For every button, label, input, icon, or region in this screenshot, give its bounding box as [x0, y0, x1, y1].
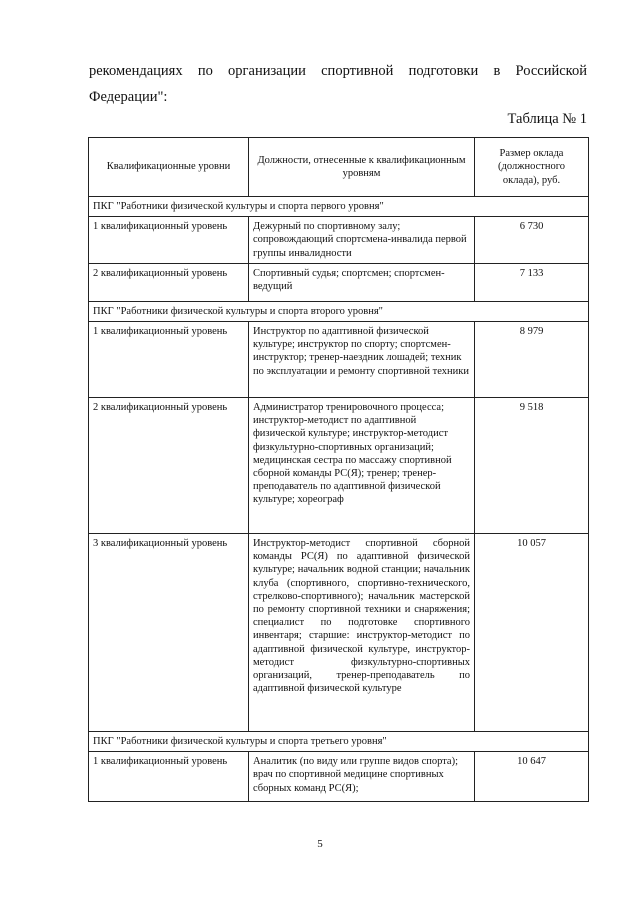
group-title: ПКГ "Работники физической культуры и спорта третьего уровня": [89, 732, 589, 752]
level-cell: 1 квалификационный уровень: [89, 217, 249, 264]
table-row: [89, 322, 589, 398]
header-salary: Размер оклада (должностного оклада), руб.: [475, 138, 589, 197]
table-row: [89, 263, 589, 301]
positions-cell: Спортивный судья; спортсмен; спортсмен-ведущий: [249, 263, 475, 301]
positions-cell: Инструктор по адаптивной физической культуре; инструктор по спорту; спортсмен-инструктор; тренер-наездник лошадей; техник по эксплуатации и ремонту спортивной техники: [249, 322, 475, 398]
salary-cell: 9 518: [475, 398, 589, 534]
table-row: [89, 398, 589, 534]
header-levels: Квалификационные уровни: [89, 138, 249, 197]
group-row: [89, 197, 589, 217]
intro-paragraph: рекомендациях по организации спортивной подготовки в Российской Федерации":: [89, 63, 587, 105]
group-title: ПКГ "Работники физической культуры и спорта первого уровня": [89, 197, 589, 217]
level-cell: 1 квалификационный уровень: [89, 322, 249, 398]
group-title: ПКГ "Работники физической культуры и спорта второго уровня": [89, 301, 589, 321]
salary-cell: 7 133: [475, 263, 589, 301]
positions-cell: Инструктор-методист спортивной сборной команды РС(Я) по адаптивной физической культуре; начальник водной станции; начальник клуба (спортивного, спортивно-технического, стрелково-спортивного); начальник мастерской по ремонту спортивной техники и снаряжения; специалист по подготовке спортивного инвентаря; старшие: инструктор-методист по адаптивной физической культуре, инструктор-методист физкультурно-спортивных организаций, тренер-преподаватель по адаптивной физической культуре: [249, 534, 475, 732]
salary-cell: 6 730: [475, 217, 589, 264]
level-cell: 3 квалификационный уровень: [89, 534, 249, 732]
salary-table: [88, 137, 589, 802]
positions-cell: Администратор тренировочного процесса; инструктор-методист по адаптивной физической культуре; инструктор-методист физкультурно-спортивных организаций; медицинская сестра по массажу спортивной сборной команды РС(Я); тренер; тренер-преподаватель по адаптивной физической культуре; хореограф: [249, 398, 475, 534]
group-row: [89, 301, 589, 321]
header-positions: Должности, отнесенные к квалификационным уровням: [249, 138, 475, 197]
level-cell: 2 квалификационный уровень: [89, 398, 249, 534]
table-row: [89, 752, 589, 802]
salary-cell: 10 057: [475, 534, 589, 732]
group-row: [89, 732, 589, 752]
positions-cell: Дежурный по спортивному залу; сопровождающий спортсмена-инвалида первой группы инвалидности: [249, 217, 475, 264]
table-row: [89, 534, 589, 732]
level-cell: 1 квалификационный уровень: [89, 752, 249, 802]
positions-cell: Аналитик (по виду или группе видов спорта); врач по спортивной медицине спортивных сборных команд РС(Я);: [249, 752, 475, 802]
table-header-row: [89, 138, 589, 197]
level-cell: 2 квалификационный уровень: [89, 263, 249, 301]
table-title: Таблица № 1: [507, 111, 587, 127]
salary-cell: 8 979: [475, 322, 589, 398]
salary-cell: 10 647: [475, 752, 589, 802]
table-row: [89, 217, 589, 264]
page-number: 5: [317, 838, 323, 850]
